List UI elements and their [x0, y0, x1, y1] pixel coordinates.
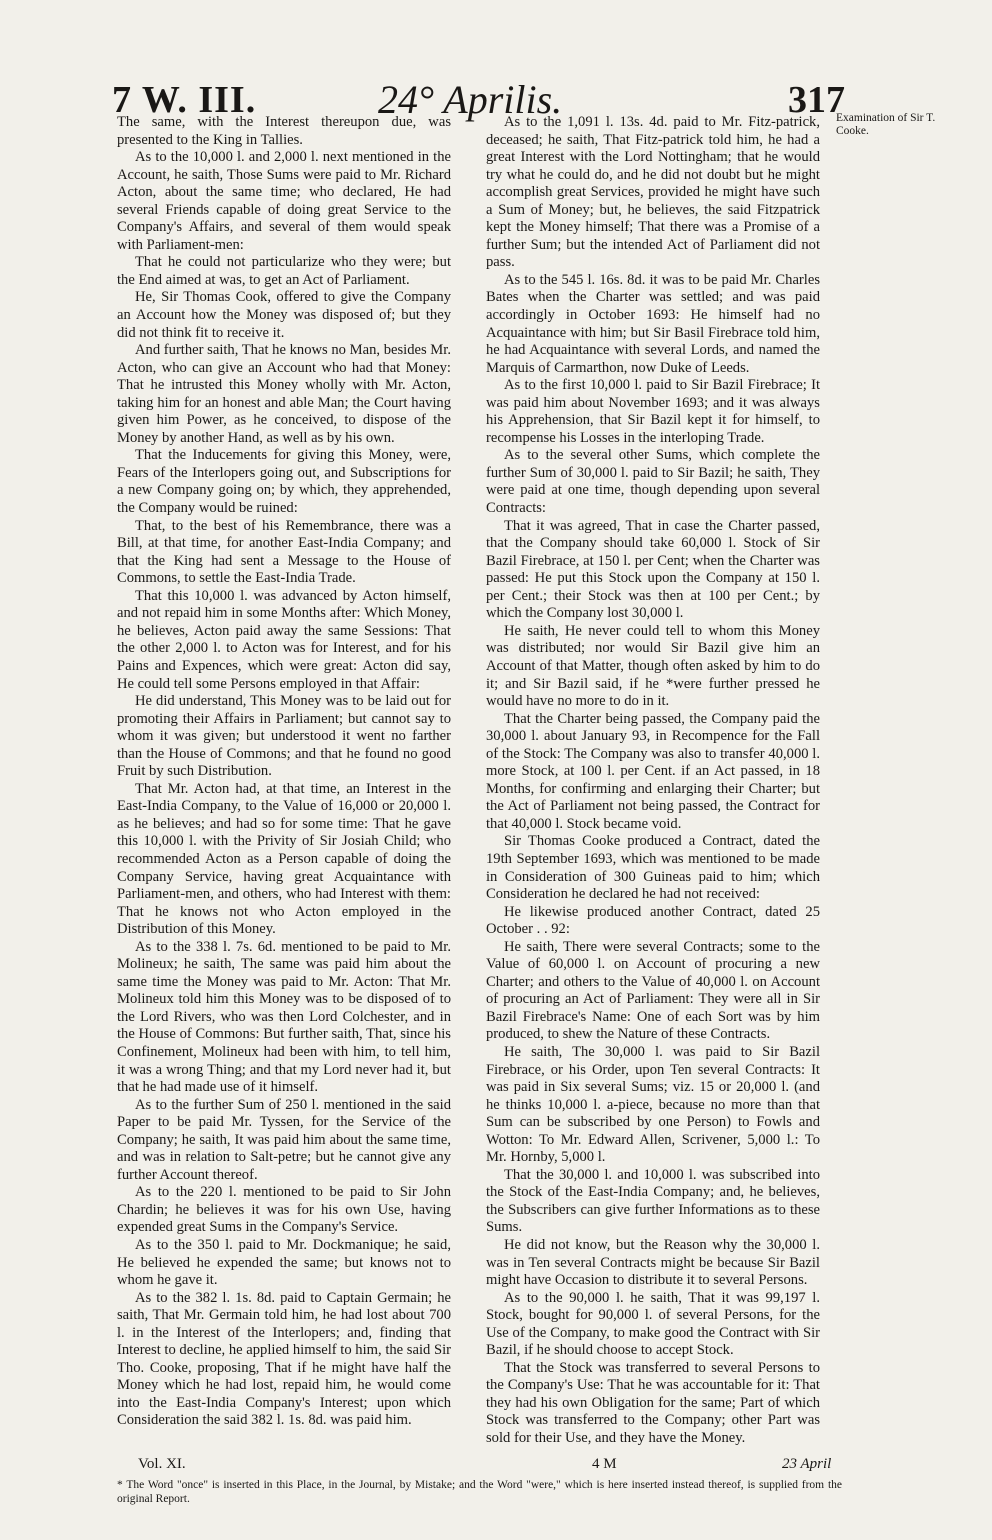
- paragraph: The same, with the Interest thereupon due, was presented to the King in Tallies.: [117, 114, 451, 148]
- paragraph: That the Charter being passed, the Company paid the 30,000 l. about January 93, in Recompence for the Fall of the Stock: The Company was also to transfer 40,000 l. more Stock, at 100 l. per Cent. if an Act passed, in 18 Months, for confirming and enlarging their Charter; but the Act of Parliament not being passed, the Contract for that 40,000 l. Stock became void.: [486, 710, 820, 832]
- paragraph: He, Sir Thomas Cook, offered to give the Company an Account how the Money was disposed of; but they did not think fit to receive it.: [117, 289, 451, 341]
- paragraph: He saith, The 30,000 l. was paid to Sir Bazil Firebrace, or his Order, upon Ten several Contracts: It was paid in Six several Sums; viz. 15 or 20,000 l. (and he thinks 10,000 l. a-piece, because no more than that Sum can be subscribed by one Person) to Fowls and Wotton: To Mr. Edward Allen, Scrivener, 5,000 l.: To Mr. Hornby, 5,000 l.: [486, 1043, 820, 1166]
- paragraph: He saith, There were several Contracts; some to the Value of 60,000 l. on Account of procuring a new Charter; and others to the Value of 40,000 l. on Account of procuring an Act of Parliament: They were all in Sir Bazil Firebrace's Name: One of each Sort was by him produced, to shew the Nature of these Contracts.: [486, 938, 820, 1043]
- date-heading: 24° Aprilis.: [378, 77, 563, 122]
- paragraph: That the Stock was transferred to several Persons to the Company's Use: That he was accountable for it: That they had his own Obligation for the same; Part of which Stock was transferred to the Company; other Part was sold for their Use, and they have the Money.: [486, 1359, 820, 1447]
- paragraph: That the Inducements for giving this Money, were, Fears of the Interlopers going out, and Subscriptions for a new Company going on; by which, they apprehended, the Company would be ruined:: [117, 447, 451, 517]
- regnal-year: 7 W. III.: [112, 79, 257, 121]
- paragraph: As to the 1,091 l. 13s. 4d. paid to Mr. Fitz-patrick, deceased; he saith, That Fitz-patrick told him, he had a great Interest with the Lord Nottingham; that he would try what he could do, and he did not doubt but he might accomplish great Services, provided he might have such a Sum of Money; but, he believes, the said Fitzpatrick kept the Money himself; That there was a Promise of a further Sum; but the intended Act of Parliament did not pass.: [486, 114, 820, 271]
- paragraph: That this 10,000 l. was advanced by Acton himself, and not repaid him in some Months after: Which Money, he believes, Acton paid away the same Sessions: That the other 2,000 l. to Acton was for Interest, and for his Pains and Expences, which were great: Acton did say, He could tell some Persons employed in that Affair:: [117, 587, 451, 692]
- paragraph: That it was agreed, That in case the Charter passed, that the Company should take 60,000 l. Stock of Sir Bazil Firebrace, at 150 l. per Cent; when the Charter was passed: He put this Stock upon the Company at 150 l. per Cent.; their Stock was then at 100 per Cent.; by which the Company lost 30,000 l.: [486, 517, 820, 622]
- page-number: 317: [788, 79, 845, 121]
- paragraph: And further saith, That he knows no Man, besides Mr. Acton, who can give an Account who had that Money: That he intrusted this Money wholly with Mr. Acton, taking him for an honest and able Man; the Court having given him Power, as he conceived, to dispose of the Money by another Hand, as well as by his own.: [117, 342, 451, 446]
- paragraph: He likewise produced another Contract, dated 25 October . . 92:: [486, 903, 820, 938]
- paragraph: As to the 10,000 l. and 2,000 l. next mentioned in the Account, he saith, Those Sums were paid to Mr. Richard Acton, about the same time; who declared, He had several Friends capable of doing great Service to the Company's Affairs, and several of them would speak with Parliament-men:: [117, 149, 451, 253]
- paragraph: As to the 382 l. 1s. 8d. paid to Captain Germain; he saith, That Mr. Germain told him, he had lost about 700 l. in the Interest of the Interlopers; and, finding that Interest to decline, he applied himself to him, the said Sir Tho. Cooke, proposing, That if he might have half the Money which he had lost, repaid him, he would come into the East-India Company's Interest; upon which Consideration the said 382 l. 1s. 8d. was paid him.: [117, 1289, 451, 1429]
- volume-label: Vol. XI.: [138, 1456, 186, 1472]
- paragraph: As to the 350 l. paid to Mr. Dockmanique; he said, He believed he expended the same; but knows not to whom he gave it.: [117, 1237, 451, 1289]
- paragraph: That he could not particularize who they were; but the End aimed at was, to get an Act of Parliament.: [117, 254, 451, 288]
- paragraph: As to the further Sum of 250 l. mentioned in the said Paper to be paid Mr. Tyssen, for the Service of the Company; he saith, It was paid him about the same time, and was in relation to Salt-petre; but he cannot give any further Account thereof.: [117, 1096, 451, 1183]
- margin-note: Examination of Sir T. Cooke.: [836, 112, 936, 137]
- signature-mark: 4 M: [592, 1456, 617, 1472]
- paragraph: That Mr. Acton had, at that time, an Interest in the East-India Company, to the Value of 16,000 or 20,000 l. as he believes; and had so for some time: That he gave this 10,000 l. with the Privity of Sir Josiah Child; who recommended Acton as a Person capable of doing the Company Service, having great Acquaintance with Parliament-men, and others, who had Interest with them: That he knows not who Acton employed in the Distribution of this Money.: [117, 780, 451, 938]
- paragraph: As to the first 10,000 l. paid to Sir Bazil Firebrace; It was paid him about November 1693; and it was always his Apprehension, that Sir Bazil kept it for himself, to recompense his Losses in the interloping Trade.: [486, 377, 820, 446]
- catchword: 23 April: [782, 1456, 832, 1472]
- paragraph: As to the 220 l. mentioned to be paid to Sir John Chardin; he believes it was for his own Use, having expended great Sums in the Company's Service.: [117, 1184, 451, 1236]
- paragraph: As to the 90,000 l. he saith, That it was 99,197 l. Stock, bought for 90,000 l. of several Persons, for the Use of the Company, to make good the Contract with Sir Bazil, if he should choose to accept Stock.: [486, 1289, 820, 1359]
- paragraph: As to the several other Sums, which complete the further Sum of 30,000 l. paid to Sir Bazil; he saith, They were paid at one time, though depending upon several Contracts:: [486, 447, 820, 517]
- right-column: [486, 114, 820, 1448]
- paragraph: He did not know, but the Reason why the 30,000 l. was in Ten several Contracts might be because Sir Bazil might have Occasion to distribute it to several Persons.: [486, 1237, 820, 1289]
- paragraph: Sir Thomas Cooke produced a Contract, dated the 19th September 1693, which was mentioned to be made in Consideration of 300 Guineas paid to him; which Consideration he declared he had not received:: [486, 833, 820, 903]
- left-column: [117, 114, 451, 1430]
- footnote: * The Word "once" is inserted in this Place, in the Journal, by Mistake; and the Word "were," which is here inserted instead thereof, is supplied from the original Report.: [117, 1479, 842, 1505]
- paragraph: As to the 545 l. 16s. 8d. it was to be paid Mr. Charles Bates when the Charter was settled; and was paid accordingly in October 1693: He himself had no Acquaintance with him; but Sir Basil Firebrace told him, he had Acquaintance with several Lords, and named the Marquis of Carmarthon, now Duke of Leeds.: [486, 271, 820, 376]
- paragraph: He saith, He never could tell to whom this Money was distributed; nor would Sir Bazil give him an Account of that Matter, though often asked by him to do it; and Sir Bazil said, if he *were further pressed he would have no more to do in it.: [486, 622, 820, 710]
- paragraph: That the 30,000 l. and 10,000 l. was subscribed into the Stock of the East-India Company; and, he believes, the Subscribers can give further Informations as to these Sums.: [486, 1166, 820, 1236]
- paragraph: He did understand, This Money was to be laid out for promoting their Affairs in Parliament; but cannot say to whom it was given; but understood it went no farther than the House of Commons; and that he found no good Fruit by such Distribution.: [117, 693, 451, 780]
- paragraph: That, to the best of his Remembrance, there was a Bill, at that time, for another East-India Company; and that the King had sent a Message to the House of Commons, to settle the East-India Trade.: [117, 517, 451, 587]
- paragraph: As to the 338 l. 7s. 6d. mentioned to be paid to Mr. Molineux; he saith, The same was paid him about the same time the Money was paid to Mr. Acton: That Mr. Molineux told him this Money was to be disposed of to the Lord Rivers, who was then Lord Colchester, and in the House of Commons: But further saith, That, since his Confinement, Molineux had been with him, to tell him, it was a wrong Thing; and that my Lord never had it, but that he had made use of it himself.: [117, 938, 451, 1096]
